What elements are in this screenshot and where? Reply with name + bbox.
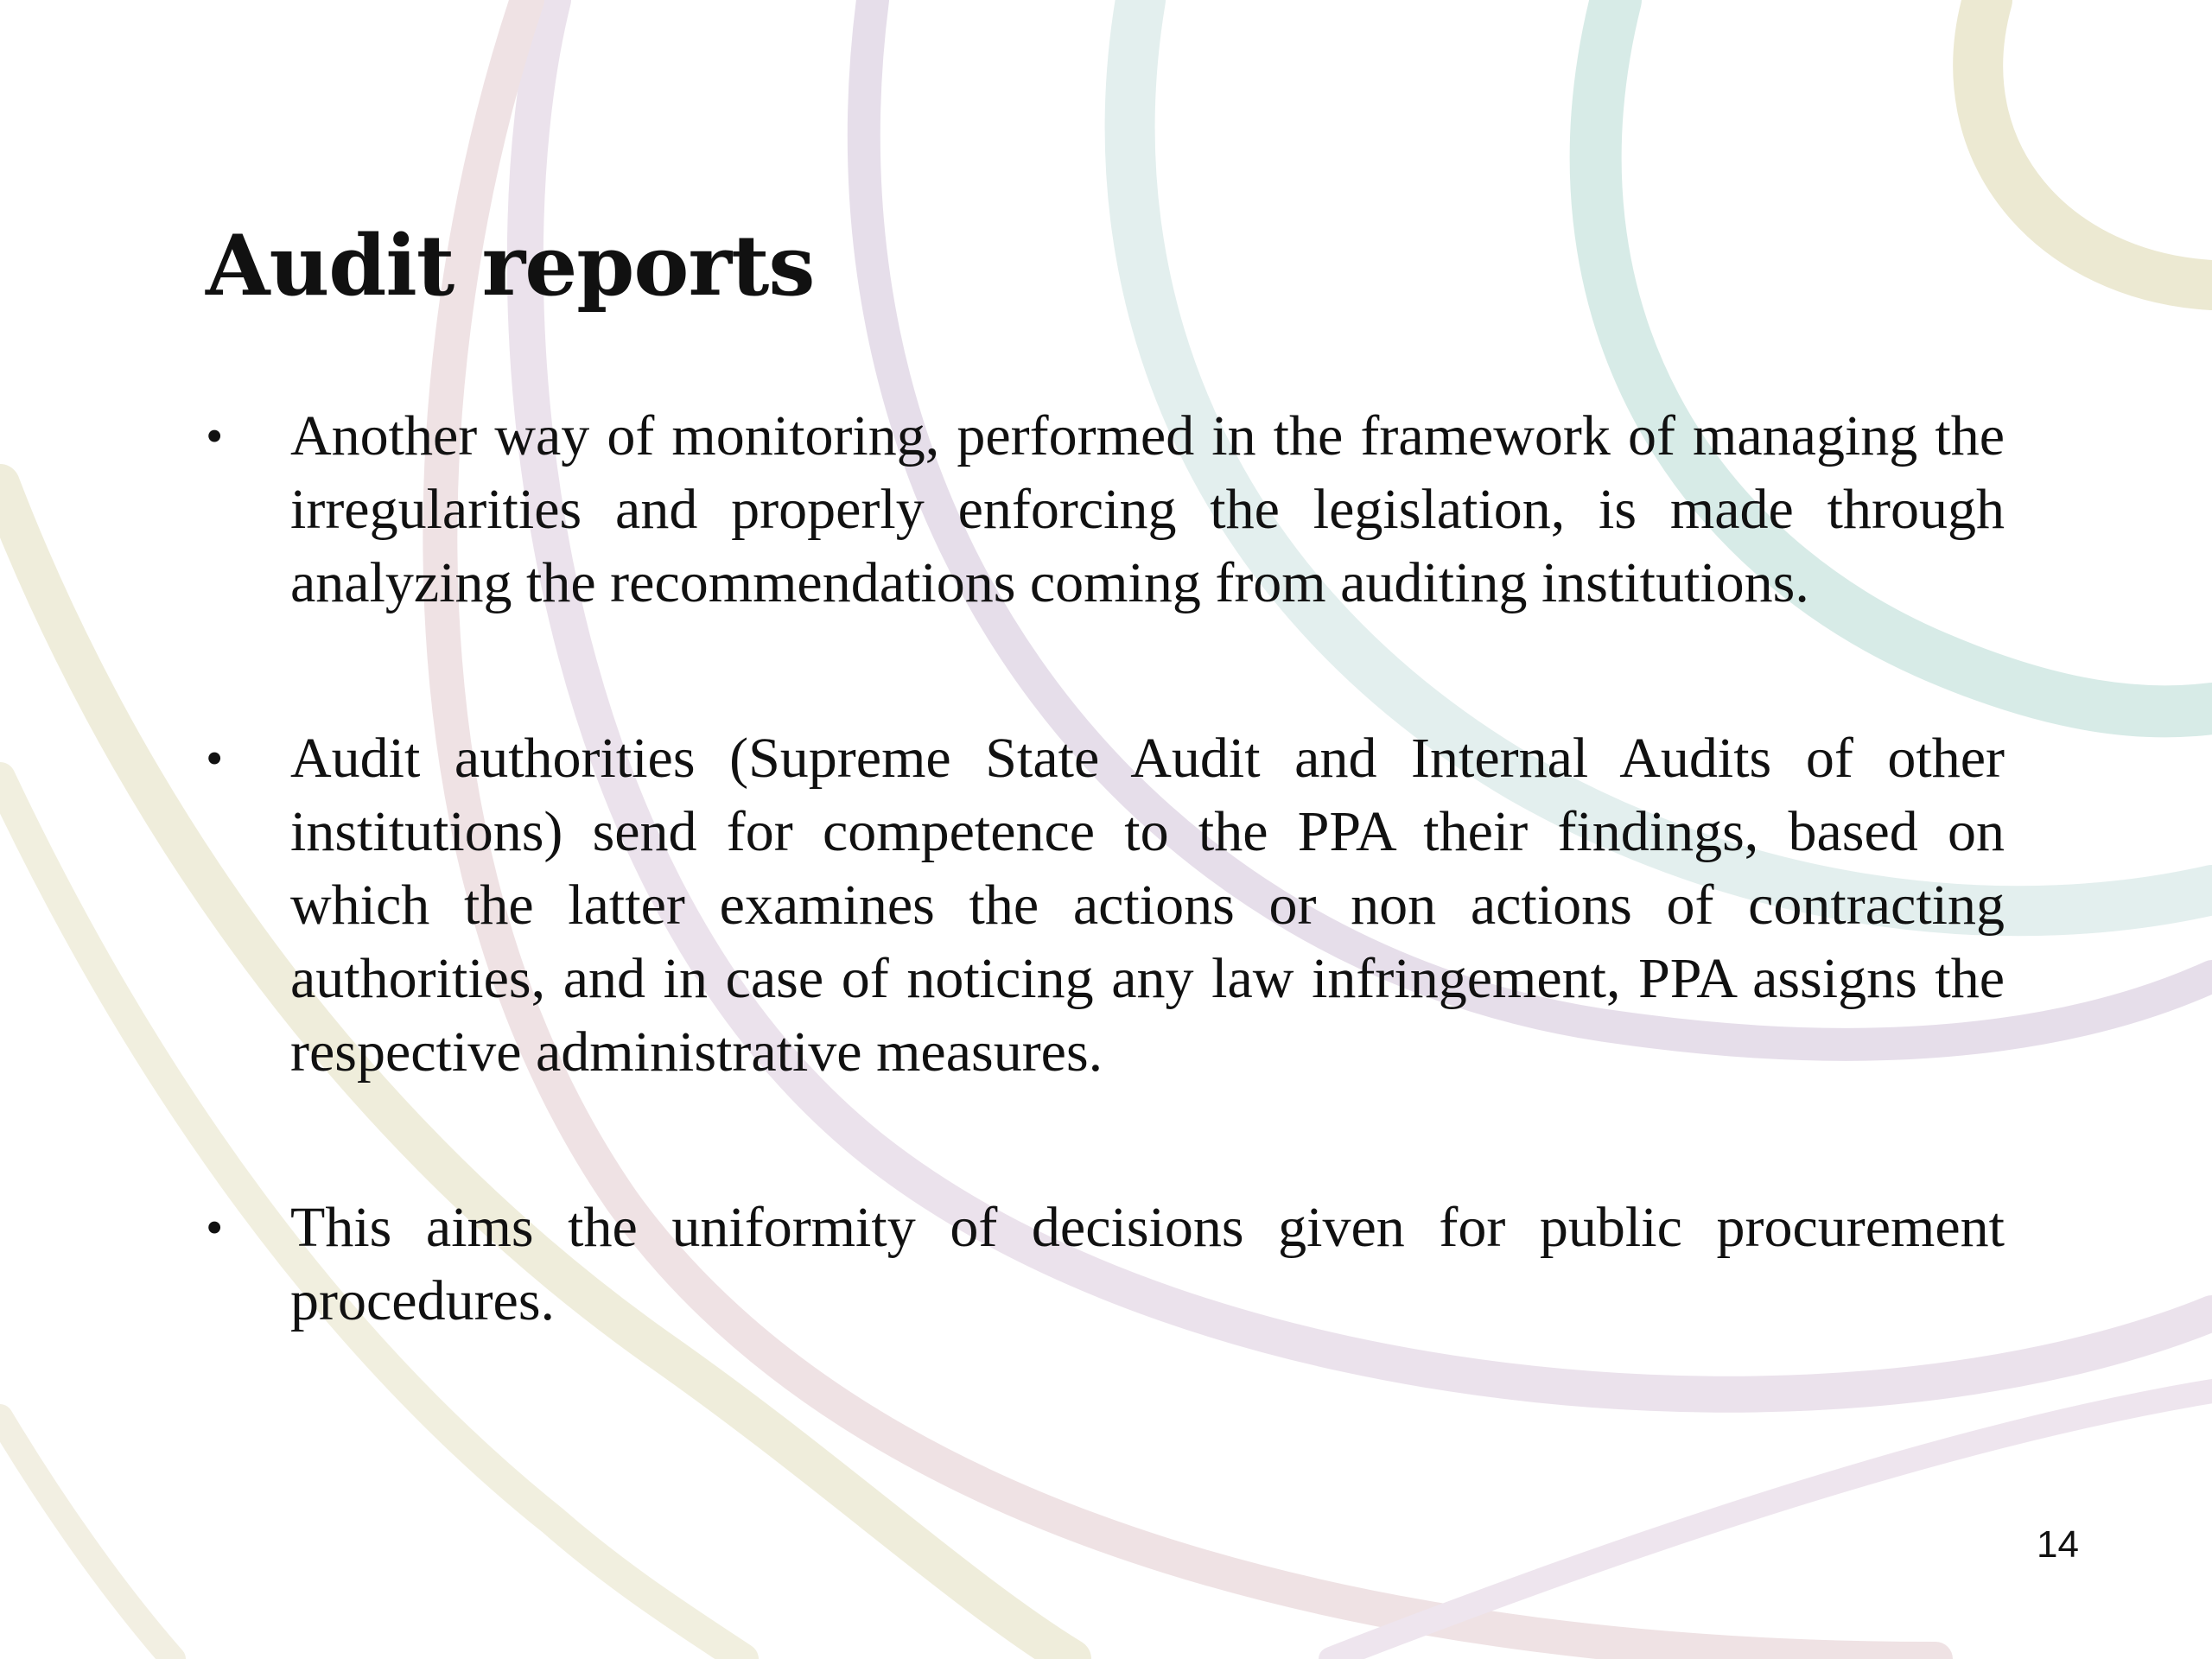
bullet-text: This aims the uniformity of decisions given for public procurement procedures. <box>290 1196 2005 1332</box>
bullet-icon: • <box>206 408 224 464</box>
bullet-list <box>206 399 2005 1440</box>
bullet-icon: • <box>206 1199 224 1255</box>
decorative-arc <box>1978 0 2212 285</box>
decorative-arc <box>0 1417 173 1659</box>
slide-title: Audit reports <box>206 217 815 315</box>
bullet-icon: • <box>206 730 224 786</box>
list-item <box>206 721 2005 1089</box>
list-item <box>206 1191 2005 1338</box>
list-item <box>206 399 2005 620</box>
bullet-text: Audit authorities (Supreme State Audit and Internal Audits of other institutions) send for competence to the PPA their findings, based on which the latter examines the actions or non actions of contracting authorities, and in case of noticing any law infringement, PPA assigns the respective administrative measures. <box>290 727 2005 1084</box>
bullet-text: Another way of monitoring, performed in the framework of managing the irregularities and properly enforcing the legislation, is made through analyzing the recommendations coming from auditing institutions. <box>290 404 2005 614</box>
page-number: 14 <box>2037 1523 2079 1566</box>
